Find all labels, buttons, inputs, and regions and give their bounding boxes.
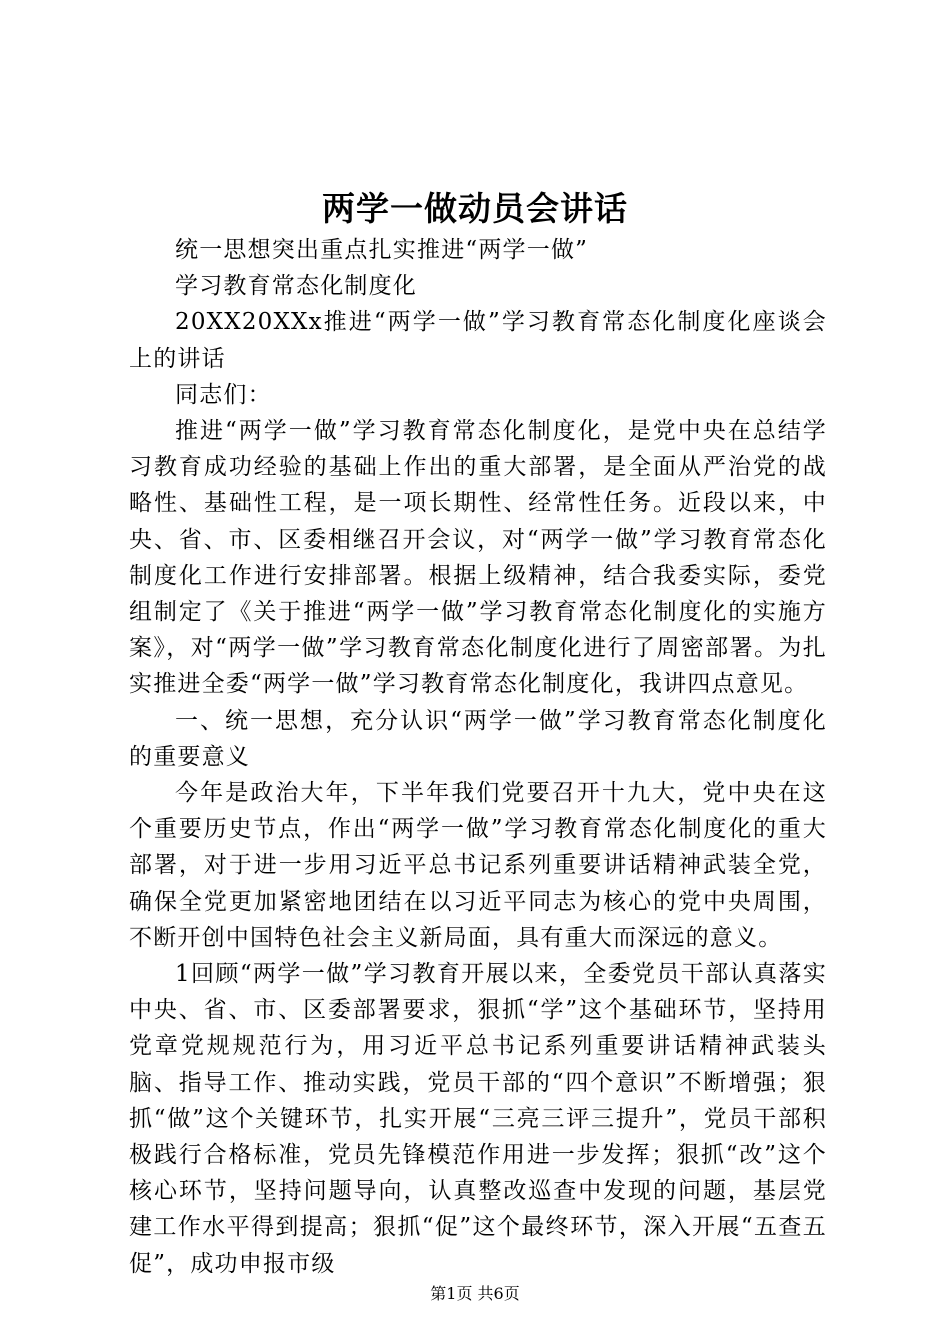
paragraph-intro: 推进“两学一做”学习教育常态化制度化，是党中央在总结学习教育成功经验的基础上作出的重大部署，是全面从严治党的战略性、基础性工程，是一项长期性、经常性任务。近段以来，中央、省、市、区委相继召开会议，对“两学一做”学习教育常态化制度化工作进行安排部署。根据上级精神，结合我委实际，委党组制定了《关于推进“两学一做”学习教育常态化制度化的实施方案》，对“两学一做”学习教育常态化制度化进行了周密部署。为扎实推进全委“两学一做”学习教育常态化制度化，我讲四点意见。 xyxy=(129,418,827,698)
section-heading-1: 一、统一思想，充分认识“两学一做”学习教育常态化制度化的重要意义 xyxy=(129,707,827,770)
paragraph-occasion: 20XX20XXx推进“两学一做”学习教育常态化制度化座谈会上的讲话 xyxy=(129,309,827,372)
paragraph-subtitle-1: 统一思想突出重点扎实推进“两学一做” xyxy=(175,237,589,263)
paragraph-salutation: 同志们： xyxy=(175,381,272,408)
paragraph-subtitle-2: 学习教育常态化制度化 xyxy=(175,273,417,300)
page-footer: 第1页 共6页 xyxy=(430,1284,520,1303)
document-body xyxy=(129,232,827,1282)
document-title: 两学一做动员会讲话 xyxy=(322,189,628,228)
paragraph-significance: 今年是政治大年，下半年我们党要召开十九大，党中央在这个重要历史节点，作出“两学一做”学习教育常态化制度化的重大部署，对于进一步用习近平总书记系列重要讲话精神武装全党，确保全党更加紧密地团结在以习近平同志为核心的党中央周围，不断开创中国特色社会主义新局面，具有重大而深远的意义。 xyxy=(129,780,827,951)
paragraph-review: 1回顾“两学一做”学习教育开展以来，全委党员干部认真落实中央、省、市、区委部署要求，狠抓“学”这个基础环节，坚持用党章党规规范行为，用习近平总书记系列重要讲话精神武装头脑、指导工作、推动实践，党员干部的“四个意识”不断增强；狠抓“做”这个关键环节，扎实开展“三亮三评三提升”，党员干部积极践行合格标准，党员先锋模范作用进一步发挥；狠抓“改”这个核心环节，坚持问题导向，认真整改巡查中发现的问题，基层党建工作水平得到提高；狠抓“促”这个最终环节，深入开展“五查五促”，成功申报市级 xyxy=(129,961,827,1277)
